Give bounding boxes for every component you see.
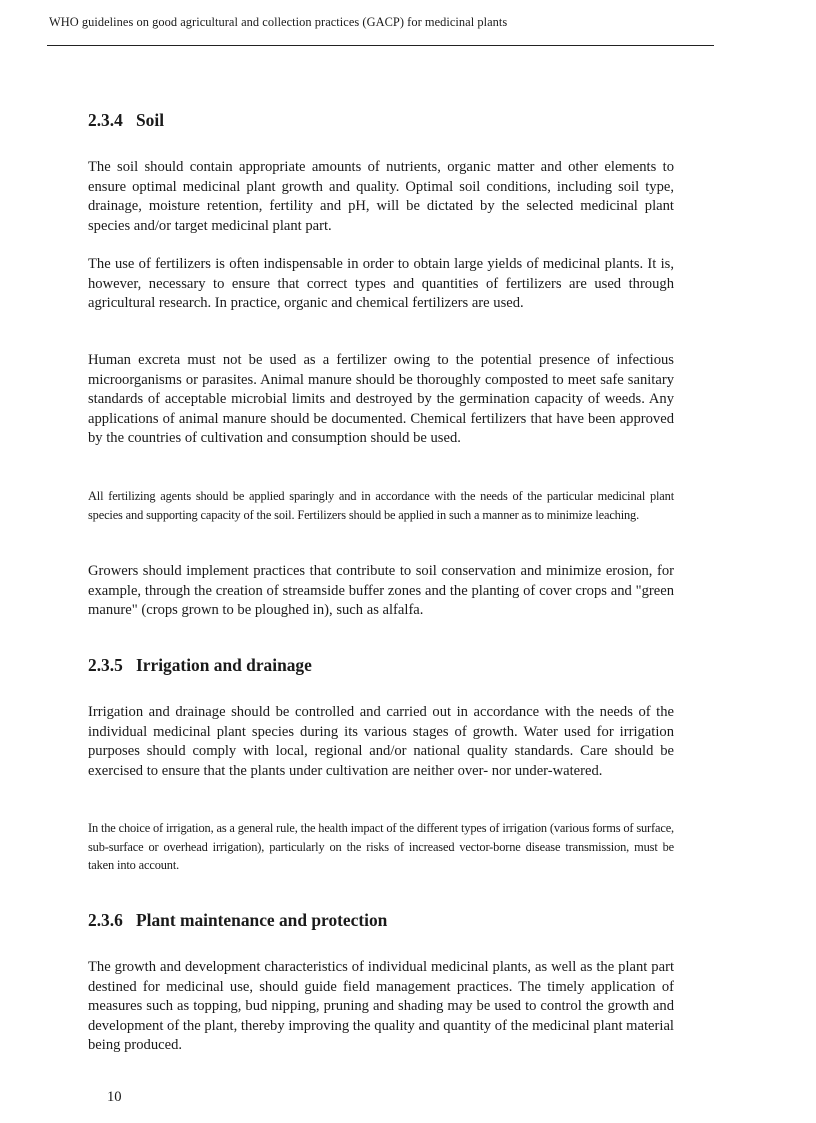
running-header: WHO guidelines on good agricultural and collection practices (GACP) for medicinal plants xyxy=(49,15,508,29)
section-number: 2.3.4 xyxy=(88,110,123,130)
paragraph: The use of fertilizers is often indispensable in order to obtain large yields of medicinal plants. It is, however, necessary to ensure that correct types and quantities of fertilizers are used through agricultural research. In practice, organic and chemical fertilizers are used. xyxy=(88,256,674,311)
header-rule xyxy=(47,45,714,46)
section-heading-soil xyxy=(88,110,164,131)
paragraph: Human excreta must not be used as a fertilizer owing to the potential presence of infectious microorganisms or parasites. Animal manure should be thoroughly composted to meet safe sanitary standards of acceptable microbial limits and destroyed by the germination capacity of weeds. Any applications of animal manure should be documented. Chemical fertilizers that have been approved by the countries of cultivation and consumption should be used. xyxy=(88,352,674,446)
paragraph: Growers should implement practices that contribute to soil conservation and minimize erosion, for example, through the creation of streamside buffer zones and the planting of cover crops and "green manure" (crops grown to be ploughed in), such as alfalfa. xyxy=(88,563,674,618)
section-title: Plant maintenance and protection xyxy=(136,910,388,930)
section-number: 2.3.6 xyxy=(88,910,123,930)
section-title: Soil xyxy=(136,110,165,130)
paragraph: The growth and development characteristics of individual medicinal plants, as well as the plant part destined for medicinal use, should guide field management practices. The timely application of measures such as topping, bud nipping, pruning and shading may be used to control the growth and development of the plant, thereby improving the quality and quantity of the medicinal plant material being produced. xyxy=(88,959,674,1053)
section-heading-plant-maintenance xyxy=(88,910,387,931)
paragraph-small: In the choice of irrigation, as a general rule, the health impact of the different types of irrigation (various forms of surface, sub-surface or overhead irrigation), particularly on the risks of increased vector-borne disease transmission, must be taken into account. xyxy=(88,821,674,873)
section-number: 2.3.5 xyxy=(88,655,123,675)
section-heading-irrigation xyxy=(88,655,312,676)
section-title: Irrigation and drainage xyxy=(136,655,312,675)
paragraph: The soil should contain appropriate amounts of nutrients, organic matter and other elements to ensure optimal medicinal plant growth and quality. Optimal soil conditions, including soil type, drainage, moisture retention, fertility and pH, will be dictated by the selected medicinal plant species and/or target medicinal plant part. xyxy=(88,159,674,234)
paragraph: Irrigation and drainage should be controlled and carried out in accordance with the needs of the individual medicinal plant species during its various stages of growth. Water used for irrigation purposes should comply with local, regional and/or national quality standards. Care should be exercised to ensure that the plants under cultivation are neither over- nor under-watered. xyxy=(88,704,674,779)
paragraph-small: All fertilizing agents should be applied sparingly and in accordance with the needs of the particular medicinal plant species and supporting capacity of the soil. Fertilizers should be applied in such a manner as to minimize leaching. xyxy=(88,489,674,522)
page-number: 10 xyxy=(107,1089,122,1105)
